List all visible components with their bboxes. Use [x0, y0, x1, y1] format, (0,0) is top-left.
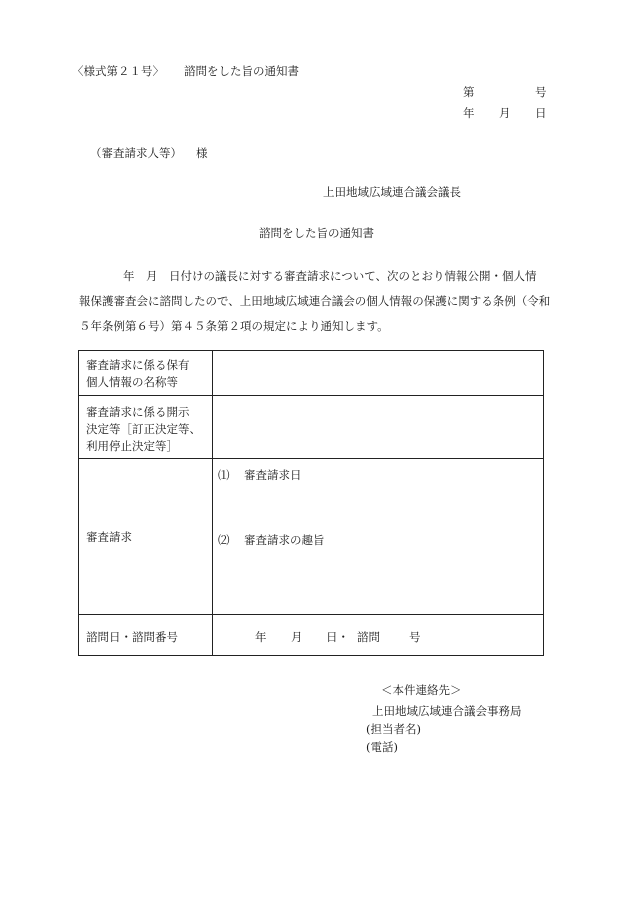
contact-phone: (電話): [366, 740, 398, 754]
addressee-name: （審査請求人等）: [90, 146, 182, 160]
addressee-honorific: 様: [196, 146, 208, 160]
row-label-line: 利用停止決定等］: [86, 439, 178, 453]
inquiry-day-label: 日・: [326, 630, 349, 644]
inquiry-info-table: [78, 350, 544, 656]
review-request-date-item: [218, 467, 302, 483]
row-label: 審査請求: [86, 530, 132, 544]
document-number-suffix: 号: [535, 85, 547, 99]
date-day-label: 日: [535, 106, 547, 120]
row-label-cell: [79, 615, 213, 656]
inquiry-month-label: 月: [291, 630, 303, 644]
inquiry-year-label: 年: [255, 630, 267, 644]
disclosure-decision-value: [213, 396, 543, 458]
table-row-personal-info-name: [79, 351, 543, 395]
inquiry-number-suffix: 号: [409, 630, 421, 644]
row-label-line: 審査請求に係る開示: [86, 405, 190, 419]
review-request-value: [213, 459, 543, 614]
document-number-prefix: 第: [463, 85, 475, 99]
row-label-cell: [79, 396, 213, 458]
inquiry-date-number-value: [213, 615, 543, 656]
personal-info-name-value: [213, 351, 543, 395]
contact-office: 上田地域広域連合議会事務局: [372, 704, 522, 718]
document-heading: 諮問をした旨の通知書: [259, 226, 374, 240]
item-number: ⑵: [218, 533, 230, 547]
item-number: ⑴: [218, 468, 230, 482]
table-row-review-request: [79, 458, 543, 614]
body-line-3: ５年条例第６号）第４５条第２項の規定により通知します。: [79, 319, 389, 333]
row-label: 諮問日・諮問番号: [86, 630, 178, 644]
sender-title: 上田地域広域連合議会議長: [323, 185, 461, 199]
form-number: 〈様式第２１号〉: [72, 64, 164, 78]
row-label-cell: [79, 459, 213, 614]
contact-person: (担当者名): [366, 722, 421, 736]
body-line-2: 報保護審査会に諮問したので、上田地域広域連合議会の個人情報の保護に関する条例（令和: [79, 294, 551, 308]
row-label-cell: [79, 351, 213, 395]
item-label: 審査請求の趣旨: [244, 533, 325, 547]
contact-heading: ＜本件連絡先＞: [381, 683, 462, 697]
inquiry-label: 諮問: [357, 630, 380, 644]
date-month-label: 月: [499, 106, 511, 120]
row-label-line: 審査請求に係る保有: [86, 358, 190, 372]
item-label: 審査請求日: [244, 468, 302, 482]
review-request-purpose-item: [218, 532, 325, 548]
table-row-disclosure-decision: [79, 395, 543, 458]
row-label-line: 決定等［訂正決定等、: [86, 422, 201, 436]
notice-body: [79, 264, 549, 339]
table-row-inquiry-date-number: [79, 614, 543, 656]
row-label-line: 個人情報の名称等: [86, 375, 178, 389]
form-title: 諮問をした旨の通知書: [184, 64, 299, 78]
body-line-1: 年 月 日付けの議長に対する審査請求について、次のとおり情報公開・個人情: [123, 269, 537, 283]
date-year-label: 年: [463, 106, 475, 120]
